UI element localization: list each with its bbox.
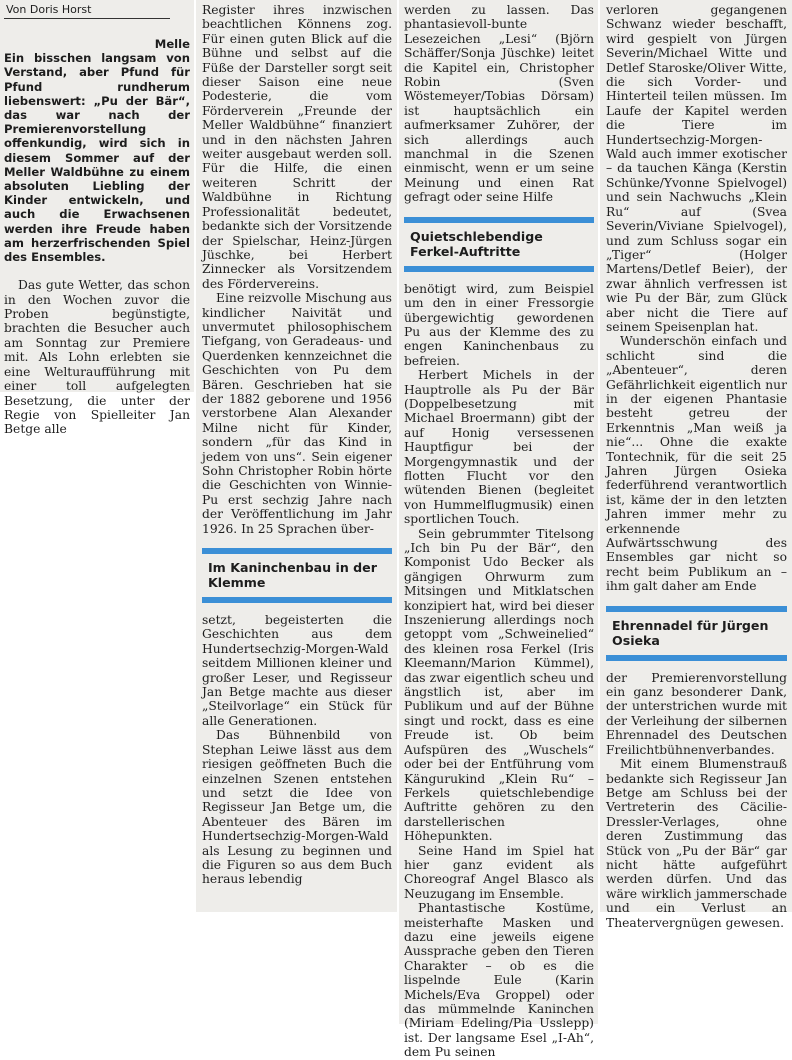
body-paragraph: benötigt wird, zum Beispiel um den in einer Fressorgie übergewichtig gewordenen Pu aus der Klemme des zu engen Kaninchenbaus zu befreien.	[404, 281, 594, 368]
body-paragraph: Register ihres inzwischen beachtlichen Könnens zog. Für einen guten Blick auf die Bühne und selbst auf die Füße der Darsteller sorgt seit dieser Saison eine neue Podesterie, die vom Förderverein „Freunde der Meller Waldbühne“ finanziert und in den nächsten Jahren weiter ausgebaut werden soll. Für die Hilfe, die einen weiteren Schritt der Waldbühne in Richtung Professionalität bedeutet, bedankte sich der Vorsitzende der Spielschar, Heinz-Jürgen Jüschke, bei Herbert Zinnecker als Vorsitzendem des Fördervereins.	[202, 3, 392, 291]
subheading-1: Im Kaninchenbau in der Klemme	[208, 560, 377, 591]
subheading-bar-top	[606, 606, 787, 612]
subheading-bar-bottom	[606, 655, 787, 661]
body-paragraph: Phantastische Kostüme, meisterhafte Masken und dazu eine jeweils eigene Aussprache geben den Tieren Charakter – ob es die lispelnde Eule (Karin Michels/Eva Groppel) oder das mümmelnde Kaninchen (Miriam Edeling/Pia Usslepp) ist. Der langsame Esel „I-Ah“, dem Pu seinen	[404, 901, 594, 1060]
body-paragraph: Das Bühnenbild von Stephan Leiwe lässt aus dem riesigen geöffneten Buch die einzelnen Szenen entstehen und setzt die Idee von Regisseur Jan Betge um, die Abenteuer des Bären im Hundertsechzig-Morgen-Wald als Lesung zu beginnen und die Figuren so aus dem Buch heraus lebendig	[202, 728, 392, 887]
body-paragraph: Wunderschön einfach und schlicht sind die „Abenteuer“, deren Gefährlichkeit eigentlich nur in der eigenen Phantasie besteht getreu der Erkenntnis „Man weiß ja nie“... Ohne die exakte Tontechnik, für die seit 25 Jahren Jürgen Osieka federführend verantwortlich ist, käme der in den letzten Jahren immer mehr zu erkennende Aufwärtsschwung des Ensembles gar nicht so recht beim Publikum an – ihm galt daher am Ende	[606, 334, 787, 594]
body-paragraph: verloren gegangenen Schwanz wieder beschafft, wird gespielt von Jürgen Severin/Michael Witte und Detlef Staroske/Oliver Witte, die sich Vorder- und Hinterteil teilen müssen. Im Laufe der Kapitel werden die Tiere im Hundertsechzig-Morgen-Wald auch immer exotischer – da tauchen Känga (Kerstin Schünke/Yvonne Spielvogel) und sein Nachwuchs „Klein Ru“ auf (Svea Severin/Viviane Spielvogel), und zum Schluss sogar ein „Tiger“ (Holger Martens/Detlef Beier), der zwar ähnlich verfressen ist wie Pu der Bär, zum Glück aber nicht die Tiere auf seinem Speisenplan hat.	[606, 3, 787, 334]
dateline: Melle	[154, 37, 190, 51]
subheading-2: Quietschlebendige Ferkel-Auftritte	[410, 228, 543, 259]
body-paragraph: Mit einem Blumenstrauß bedankte sich Regisseur Jan Betge am Schluss bei der Vertreterin des Cäcilie-Dressler-Verlages, ohne deren Zustimmung das Stück von „Pu der Bär“ gar nicht hätte aufgeführt werden dürfen. Und das wäre wirklich jammerschade und ein Verlust an Theatervergnügen gewesen.	[606, 757, 787, 930]
clip-column-2	[196, 0, 397, 912]
subheading-bar-top	[404, 217, 594, 223]
byline-rule	[4, 18, 170, 19]
lead-paragraph	[4, 37, 190, 264]
lead-text: Ein bisschen langsam von Verstand, aber Pfund für Pfund rundherum liebenswert: „Pu der Bär“, das war nach der Premierenvorstellung offenkundig, wird sich in diesem Sommer auf der Meller Waldbühne zu einem absoluten Liebling der Kinder entwickeln, und auch die Erwachsenen werden ihre Freude haben am herzerfrischenden Spiel des Ensembles.	[4, 51, 190, 265]
clip-column-1	[0, 0, 194, 437]
body-paragraph: Sein gebrummter Titelsong „Ich bin Pu der Bär“, den Komponist Udo Becker als gängigen Ohrwurm zum Mitsingen und Mitklatschen konzipiert hat, wird bei dieser Inszenierung allerdings noch getoppt vom „Schweinelied“ des kleinen rosa Ferkel (Iris Kleemann/Marion Kümmel), das zwar eigentlich scheu und ängstlich ist, aber im Publikum und auf der Bühne singt und rockt, dass es eine Freude ist. Ob beim Aufspüren des „Wuschels“ oder bei der Entführung vom Kängurukind „Klein Ru“ – Ferkels quietschlebendige Auftritte gehören zu den darstellerischen Höhepunkten.	[404, 526, 594, 844]
subheading-bar-top	[202, 548, 392, 554]
clip-column-4	[600, 0, 792, 930]
body-paragraph: Eine reizvolle Mischung aus kindlicher Naivität und unvermutet philosophischem Tiefgang, von Geradeaus- und Querdenken kennzeichnet die Geschichten von Pu dem Bären. Geschrieben hat sie der 1882 geborene und 1956 verstorbene Alan Alexander Milne nicht für Kinder, sondern „für das Kind in jedem von uns“. Sein eigener Sohn Christopher Robin hörte die Geschichten von Winnie-Pu erst sechzig Jahre nach der Veröffentlichung im Jahr 1926. In 25 Sprachen über-	[202, 291, 392, 536]
body-paragraph: Herbert Michels in der Hauptrolle als Pu der Bär (Doppelbesetzung mit Michael Broermann) gibt der auf Honig versessenen Hauptfigur bei der Morgengymnastik und der flotten Flucht vor den wütenden Bienen (begleitet von Hummelflugmusik) einen sportlichen Touch.	[404, 368, 594, 527]
body-paragraph: Seine Hand im Spiel hat hier ganz evident als Choreograf Angel Blasco als Neuzugang im Ensemble.	[404, 843, 594, 901]
subheading-block-1	[202, 548, 392, 603]
subheading-block-2	[404, 217, 594, 272]
clip-column-3	[399, 0, 598, 1060]
body-paragraph: der Premierenvorstellung ein ganz besonderer Dank, der unterstrichen wurde mit der Verleihung der silbernen Ehrennadel des Deutschen Freilichtbühnenverbandes.	[606, 670, 787, 757]
body-paragraph: werden zu lassen. Das phantasievoll-bunte Lesezeichen „Lesi“ (Björn Schäffer/Sonja Jüschke) leitet die Kapitel ein, Christopher Robin (Sven Wöstemeyer/Tobias Dörsam) ist hauptsächlich ein aufmerksamer Zuhörer, der sich allerdings auch manchmal in die Szenen einmischt, wenn er um seine Meinung und einen Rat gefragt oder seine Hilfe	[404, 3, 594, 205]
subheading-bar-bottom	[202, 597, 392, 603]
body-paragraph: Das gute Wetter, das schon in den Wochen zuvor die Proben begünstigte, brachten die Besucher auch am Sonntag zur Premiere mit. Als Lohn erlebten sie eine Welturaufführung mit einer toll aufgelegten Besetzung, die unter der Regie von Spielleiter Jan Betge alle	[4, 278, 190, 437]
subheading-bar-bottom	[404, 266, 594, 272]
subheading-3: Ehrennadel für Jürgen Osieka	[612, 617, 769, 648]
byline: Von Doris Horst	[6, 3, 92, 16]
subheading-block-3	[606, 606, 787, 661]
body-paragraph: setzt, begeisterten die Geschichten aus dem Hundertsechzig-Morgen-Wald seitdem Millionen kleiner und großer Leser, und Regisseur Jan Betge machte aus dieser „Steilvorlage“ ein Stück für alle Generationen.	[202, 613, 392, 728]
